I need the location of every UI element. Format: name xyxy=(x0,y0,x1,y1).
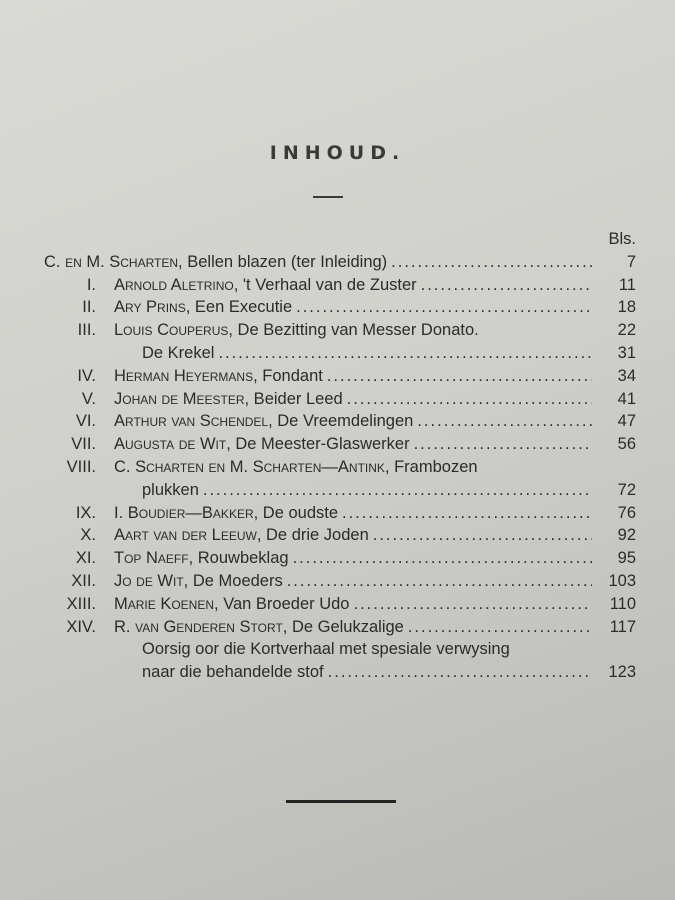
entry-title: , Beider Leed xyxy=(244,389,343,408)
toc-entry xyxy=(44,388,636,411)
page-number: 41 xyxy=(617,389,636,408)
page-number: 18 xyxy=(617,298,636,317)
page-number: 31 xyxy=(617,343,636,362)
entry-text xyxy=(114,274,592,297)
entry-text xyxy=(114,593,592,616)
entry-author: Marie Koenen xyxy=(114,594,215,613)
entry-author: R. van Genderen Stort xyxy=(114,617,283,636)
entry-title: , De Bezitting van Messer Donato. xyxy=(228,321,479,340)
page-number: 95 xyxy=(617,549,636,568)
entry-title: naar die behandelde stof xyxy=(142,663,324,682)
page-title: INHOUD. xyxy=(269,142,406,164)
entry-title: , Een Executie xyxy=(185,298,293,317)
chapter-numeral: IX. xyxy=(75,503,96,522)
page-number: 7 xyxy=(626,252,636,271)
toc-entry xyxy=(44,456,636,479)
entry-title: , Bellen blazen (ter Inleiding) xyxy=(178,252,388,271)
chapter-numeral: XIII. xyxy=(66,594,96,613)
table-of-contents xyxy=(44,228,636,684)
entry-text xyxy=(114,479,592,502)
page-number: 11 xyxy=(618,275,636,294)
entry-author: Aart van der Leeuw xyxy=(114,526,257,545)
entry-text xyxy=(114,433,592,456)
entry-author: Arnold Aletrino xyxy=(114,275,234,294)
entry-text xyxy=(114,502,592,525)
entry-title: , Rouwbeklag xyxy=(188,549,289,568)
entry-author: I. Boudier—Bakker xyxy=(114,503,254,522)
toc-entry xyxy=(44,547,636,570)
entry-author: Herman Heyermans xyxy=(114,366,254,385)
entry-title: , De Meester-Glaswerker xyxy=(226,435,410,454)
toc-entry xyxy=(44,661,636,684)
chapter-numeral: X. xyxy=(80,526,96,545)
page-number: 123 xyxy=(608,663,636,682)
toc-entry xyxy=(44,433,636,456)
toc-entry xyxy=(44,638,636,661)
toc-entry xyxy=(44,410,636,433)
entry-text xyxy=(114,342,592,365)
entry-text xyxy=(114,616,592,639)
chapter-numeral: XII. xyxy=(71,571,96,590)
entry-title: , De Moeders xyxy=(183,571,283,590)
chapter-numeral: VIII. xyxy=(66,457,96,476)
page-number: 92 xyxy=(617,526,636,545)
entry-text xyxy=(114,296,592,319)
entry-text xyxy=(114,319,592,342)
chapter-numeral: III. xyxy=(77,321,96,340)
entry-title: , Fondant xyxy=(253,366,323,385)
toc-entry xyxy=(44,570,636,593)
dot-leader xyxy=(343,388,592,411)
entry-text xyxy=(44,251,592,274)
chapter-numeral: XIV. xyxy=(66,617,96,636)
entry-text xyxy=(114,410,592,433)
dot-leader xyxy=(292,296,592,319)
bottom-divider xyxy=(286,800,396,803)
entry-text xyxy=(114,570,592,593)
entry-title: Oorsig oor die Kortverhaal met spesiale verwysing xyxy=(142,640,510,659)
entry-author: Top Naeff xyxy=(114,549,189,568)
entry-author: Jo de Wit xyxy=(114,571,184,590)
dot-leader xyxy=(289,547,592,570)
chapter-numeral: II. xyxy=(82,298,96,317)
entry-author: C. Scharten en M. Scharten—Antink xyxy=(114,457,385,476)
toc-entry xyxy=(44,616,636,639)
entry-author: Johan de Meester xyxy=(114,389,245,408)
entry-text xyxy=(114,547,592,570)
chapter-numeral: IV. xyxy=(77,366,96,385)
entry-title: , Van Broeder Udo xyxy=(214,594,350,613)
chapter-numeral: VI. xyxy=(75,412,96,431)
page-number: 22 xyxy=(617,321,636,340)
page-number: 76 xyxy=(617,503,636,522)
entry-text xyxy=(114,524,592,547)
toc-entry xyxy=(44,296,636,319)
entry-author: Louis Couperus xyxy=(114,321,229,340)
dot-leader xyxy=(338,502,592,525)
entry-author: Arthur van Schendel xyxy=(114,412,269,431)
page-column-label: Bls. xyxy=(608,230,636,248)
entry-title: , De Vreemdelingen xyxy=(268,412,414,431)
dot-leader xyxy=(404,616,592,639)
toc-entry xyxy=(44,365,636,388)
dot-leader xyxy=(417,274,592,297)
toc-entry xyxy=(44,502,636,525)
chapter-numeral: V. xyxy=(81,389,96,408)
entry-title: , De drie Joden xyxy=(256,526,369,545)
page-number: 56 xyxy=(617,435,636,454)
entry-author: C. en M. Scharten xyxy=(44,252,179,271)
page-number: 117 xyxy=(609,617,636,636)
dot-leader xyxy=(410,433,592,456)
entry-author: Augusta de Wit xyxy=(114,435,227,454)
entry-title: , Frambozen xyxy=(384,457,478,476)
entry-text xyxy=(114,388,592,411)
dot-leader xyxy=(413,410,592,433)
entry-text xyxy=(114,365,592,388)
chapter-numeral: VII. xyxy=(71,435,96,454)
toc-entry xyxy=(44,251,636,274)
entry-title: , 't Verhaal van de Zuster xyxy=(233,275,417,294)
chapter-numeral: I. xyxy=(86,275,96,294)
dot-leader xyxy=(323,365,592,388)
page-number: 103 xyxy=(608,571,636,590)
entry-text xyxy=(114,638,592,661)
dot-leader xyxy=(349,593,592,616)
toc-entry xyxy=(44,524,636,547)
toc-entry xyxy=(44,274,636,297)
page-number: 34 xyxy=(617,366,636,385)
dot-leader xyxy=(387,251,592,274)
entry-title: De Krekel xyxy=(142,343,215,362)
dot-leader xyxy=(283,570,592,593)
toc-entry xyxy=(44,479,636,502)
page-number: 47 xyxy=(617,412,636,431)
toc-entry xyxy=(44,342,636,365)
dot-leader xyxy=(199,479,592,502)
page-number: 110 xyxy=(609,594,636,613)
entry-author: Ary Prins xyxy=(114,298,186,317)
dot-leader xyxy=(324,661,592,684)
toc-entry xyxy=(44,319,636,342)
entry-text xyxy=(114,661,592,684)
dot-leader xyxy=(369,524,592,547)
dot-leader xyxy=(214,342,592,365)
entry-title: plukken xyxy=(142,480,199,499)
toc-entry xyxy=(44,593,636,616)
entry-text xyxy=(114,456,592,479)
entry-title: , De Gelukzalige xyxy=(282,617,404,636)
title-divider xyxy=(313,196,343,198)
entry-title: , De oudste xyxy=(253,503,339,522)
page-number: 72 xyxy=(617,480,636,499)
chapter-numeral: XI. xyxy=(75,549,96,568)
